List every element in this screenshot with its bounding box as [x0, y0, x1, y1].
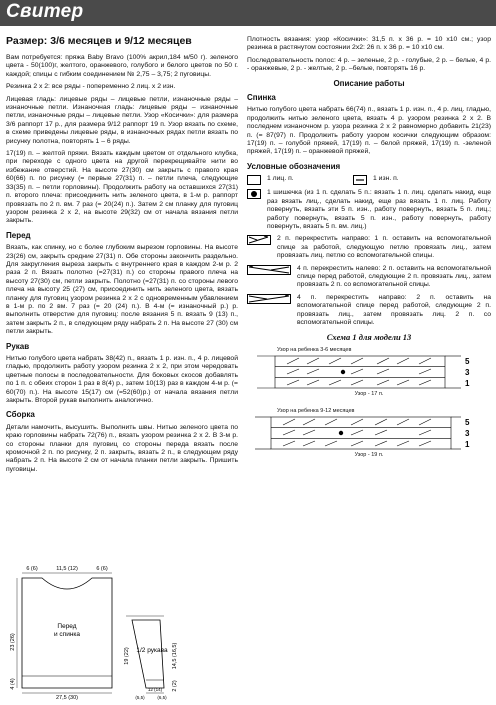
assembly-text: Детали намочить, высушить. Выполнить швы. Нитью зеленого цвета по краю горловины набрать 72(76) п., вязать узором резинка 2 x 2. В 3-м р. со стороны планки для пуговиц со стороны переда вязать после кромочной 2 п. по рисунку, 2 п. закрыть, вязать 2 п., в следующем ряду набрать 2 п. На высоте 2 см от начала планки петли закрыть. Пришить пуговицы. — [6, 423, 238, 473]
title-bar — [0, 0, 496, 26]
page-title: Свитер — [6, 1, 84, 22]
scheme-grid — [247, 415, 477, 451]
scheme-9-12 — [247, 407, 491, 460]
row-number: 1 — [465, 379, 470, 389]
dim-label: 6 (6) — [26, 566, 38, 572]
legend-item: 2 п. перекрестить направо: 1 п. оставить на вспомогательной спице за работой, следующую петлю провязать лиц., затем провязать лиц. петлю со вспомогательной спицы. — [247, 235, 491, 260]
sleeve-piece — [132, 620, 164, 688]
row-number: 5 — [465, 418, 470, 427]
sleeve-heading: Рукав — [6, 341, 30, 351]
dim-label: 2 (2) — [172, 680, 178, 692]
left-column — [6, 54, 238, 478]
sequence-text: Последовательность полос: 4 р. – зеленые, 2 р. - голубые, 2 р. – белые, 4 р. - оранжевые, 2 р. - желтые, 2 р. –белые, повторять 16 р. — [247, 56, 491, 73]
purl-stitch-icon — [353, 175, 367, 185]
scheme-label: Узор на ребенка 3-6 месяцев — [277, 346, 352, 353]
work-heading: Описание работы — [333, 78, 405, 88]
sewing-pattern — [0, 560, 240, 705]
legend-item: 4 п. перекрестить направо: 2 п. оставить на вспомогательной спице перед работой, следующие 2 п. провязать лиц., затем провязать лиц. 2 п. со вспомогательной спицы. — [247, 294, 491, 328]
scheme-title: Схема 1 для модели 13 — [326, 332, 412, 343]
cross-left-4-icon — [247, 265, 291, 275]
dim-label: 4 (4) — [10, 678, 16, 690]
row-number: 1 — [465, 440, 470, 449]
scheme-grid — [247, 354, 477, 390]
legend-item: 4 п. перекрестить налево: 2 п. оставить на вспомогательной спице перед работой, следующие 2 п. провязать лиц., затем провязать 2 п. со вспомогательной спицы. — [247, 265, 491, 290]
cross-right-2-icon — [247, 235, 271, 245]
gauge-text: Плотность вязания: узор «Косички»: 31,5 п. x 36 р. = 10 x10 см.; узор резинка в растянутом состоянии 2x2: 26 п. x 36 р. = 10 x10 см. — [247, 36, 491, 52]
cross-right-4-icon — [247, 294, 291, 304]
stockinette-text: Лицевая гладь: лицевые ряды – лицевые петли, изнаночные ряды – изнаночные петли. Изнаночная гладь: лицевые ряды – изнаночные петли, изнаночные ряды – лицевые петли. Узор «Косички»: для размера 3/6 раппорт 17 р., для размера 9/12 раппорт 19 п. Узор вязать по схеме, в схеме приведены лицевые ряды, в изнаночных рядах петли вязать по рисунку полотна, повторять 1 – 6 ряды. — [6, 95, 238, 145]
back-heading: Спинка — [247, 93, 276, 103]
dim-label: 27,5 (30) — [55, 695, 79, 700]
body-label: и спинка — [53, 631, 81, 638]
materials-text: Вам потребуется: пряжа Baby Bravo (100% акрил,184 м/50 г). зеленого цвета - 50(100)г, желтого, оранжевого, голубого и белого цветов по 50 г. каждой; спицы с гибким соединением № 2,75 – 3,75; 2 пуговицы. — [6, 54, 238, 78]
legend-item: 1 лиц. п. 1 изн. п. — [247, 175, 491, 185]
sleeve-label: 1/2 рукава — [136, 647, 168, 654]
row-number: 5 — [465, 357, 470, 367]
size-heading: Размер: 3/6 месяцев и 9/12 месяцев — [6, 35, 192, 47]
back-text: Нитью голубого цвета набрать 66(74) п., вязать 1 р. изн. п., 4 р. лиц. гладью, продолжить нитью зеленого цвета, вязать 4 р. узором резинка 2 x 2. В последнем изнаночном р. узора резинка 2 x 2 равномерно добавить 21(23) п. (= 87(97) п. Продолжить работу узором косички следующим образом: 17(19) п. – голубой пряжей, 17(19) п. – белой пряжей, 17(19) п. -зеленой пряжей, 17(19) п. – оранжевой пряжей, — [247, 106, 491, 156]
sleeve-text: Нитью голубого цвета набрать 38(42) п., вязать 1 р. изн. п., 4 р. лицевой гладью, продолжить работу узором резинка 2 x 2, при этом чередовать цветные полосы в последовательности. Для боковых скосов добавлять по 1 п. с обеих сторон 1 раз в 8(4) р., затем 10(13) раз в каждом 4-м р. (= 60(70) п.). На высоте 15(17) см (=52(60)р.) от начала вязания петли закрыть. Второй рукав выполнить аналогично. — [6, 355, 238, 405]
right-column — [247, 36, 491, 467]
dim-label: 19 (22) — [124, 647, 130, 665]
dim-label: (6,5) — [157, 695, 167, 700]
front-heading: Перед — [6, 230, 31, 240]
scheme-repeat: Узор - 19 п. — [354, 452, 384, 458]
body-label: Перед — [57, 623, 77, 630]
row-number: 3 — [465, 429, 470, 438]
row-number: 3 — [465, 368, 470, 378]
scheme-3-6 — [247, 346, 491, 399]
dim-label: (5,5) — [135, 695, 145, 700]
assembly-heading: Сборка — [6, 410, 35, 420]
legend-heading: Условные обозначения — [247, 161, 341, 171]
bobble-icon — [247, 189, 261, 199]
dim-label: 14,5 (16,5) — [172, 642, 178, 670]
dim-label: 12 (14) — [147, 687, 163, 692]
front-text: Вязать, как спинку, но с более глубоким вырезом горловины. На высоте 23(26) см, закрыть средние 27(31) п. Обе стороны закончить раздельно. Для закругления выреза закрыть с внутреннего края в каждом 2-м р. 2 раза 2 п. Вязать полотно (=27(31) п.) со стороны правого плеча на высоту 27(30) см, петли закрыть. Полотно (=27(31) п. со стороны левого плеча на высоту 25 (27) см, присоединить нить зеленого цвета, вязать планку для пуговиц узором резинка 2 x 2 с одновременным убавлением в 1-м р. по 2 вм. 7 раз (= 20 (24) п.). В 4-м (= изнаночный р.) р. выполнить отверстие для пуговиц: после вязания 5 п. вязать 9 (13) п., затем закрыть 2 п., в следующем ряду набрать 2 п. На высоте 27 (30) см петли закрыть. — [6, 244, 238, 336]
dim-label: 23 (26) — [10, 633, 16, 651]
rib-text: Резинка 2 x 2: все ряды - попеременно 2 лиц. x 2 изн. — [6, 83, 176, 91]
scheme-label: Узор на ребенка 9-12 месяцев — [277, 407, 355, 414]
stripes-text: 17(19) п. – желтой пряжи. Вязать каждым цветом от отдельного клубка, при переходе с одного цвета на другой перекрещивайте нити во избежание отверстий. На высоте 27(30) см закрыть с правого края 60(66) п. по рисунку (= первые 27(31) п. – петли плеча, следующие 33(35) п. – петли горловины). Продолжить работу на оставшихся 27(31) п. второго плеча: присоединить нить зеленого цвета, в 1-м р. раппорт провязать по 2 п. вм. 7 раз (= 20(24) п.). Затем 2 см планку для пуговиц узором резинка 2 x 2, на высоте 29(32) см от начала вязания петли закрыть. — [6, 150, 238, 225]
legend-item: 1 шишечка (из 1 п. сделать 5 п.: вязать 1 п. лиц. сделать накид, еще раз вязать лиц., сделать накид, еще раз вязать 1 п. лиц. Работу повернуть, вязать эти 5 п. изн., работу повернуть, вязать 5 п. лиц.; работу повернуть, вязать 5 п. изн., работу повернуть, работу повернуть, вязать 5 п. вм. лиц.) — [247, 189, 491, 231]
knit-stitch-icon — [247, 175, 261, 185]
dim-label: 6 (6) — [96, 566, 108, 572]
scheme-repeat: Узор - 17 п. — [354, 391, 384, 398]
dim-label: 11,5 (12) — [56, 566, 78, 572]
